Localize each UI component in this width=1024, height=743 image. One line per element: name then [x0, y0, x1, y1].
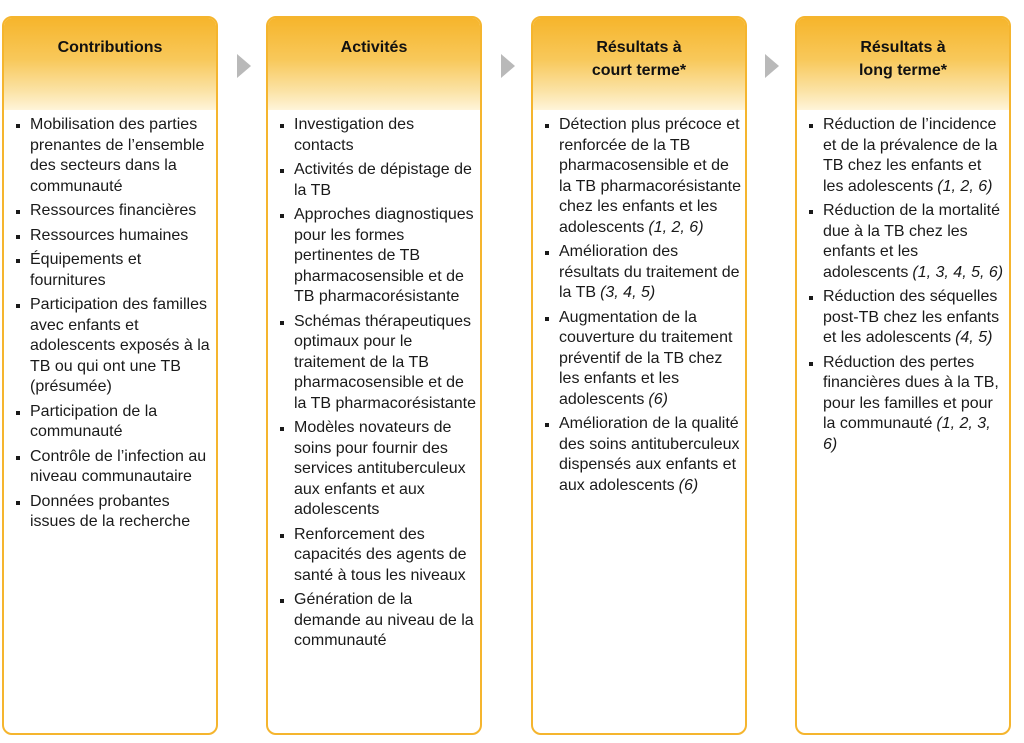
list-item-text: Réduction de l’incidence et de la prévalence de la TB chez les enfants et les adolescents [823, 116, 998, 195]
list-item-text: Participation des familles avec enfants et adolescents exposés à la TB ou qui ont une TB (présumée) [30, 296, 210, 395]
reference-numbers: (1, 3, 4, 5, 6) [912, 263, 1004, 281]
list-item-text: Mobilisation des parties prenantes de l’ensemble des secteurs dans la communauté [30, 116, 205, 195]
column-header: Résultats à court terme* [533, 18, 745, 110]
list-item [799, 115, 1005, 197]
arrow-right-icon [765, 54, 779, 78]
list-item-text: Augmentation de la couverture du traitement préventif de la TB chez les enfants et les adolescents [559, 308, 733, 408]
list-item [270, 312, 476, 415]
list-item [6, 447, 212, 488]
column-resultats-court-terme [531, 16, 747, 735]
item-list [270, 115, 476, 652]
column-activites [266, 16, 482, 735]
list-item [6, 226, 212, 247]
arrow-right-icon [237, 54, 251, 78]
list-item-text: Ressources financières [30, 202, 197, 219]
list-item [535, 242, 741, 304]
list-item-text: Détection plus précoce et renforcée de la TB pharmacosensible et de la TB pharmacorésistante chez les enfants et les adolescents [559, 116, 742, 236]
list-item-text: Activités de dépistage de la TB [294, 161, 472, 199]
column-contributions [2, 16, 218, 735]
list-item [799, 201, 1005, 283]
reference-numbers: (6) [678, 476, 699, 494]
list-item-text: Réduction de la mortalité due à la TB chez les enfants et les adolescents [823, 202, 1000, 281]
list-item-text: Réduction des pertes financières dues à la TB, pour les familles et pour la communauté [823, 353, 999, 432]
column-header: Contributions [4, 18, 216, 110]
list-item-text: Ressources humaines [30, 226, 189, 244]
list-item [799, 287, 1005, 349]
list-item [270, 590, 476, 652]
list-item-text: Réduction des séquelles post-TB chez les enfants et les adolescents [823, 288, 1000, 346]
list-item [6, 295, 212, 398]
item-list [535, 115, 741, 496]
list-item [270, 205, 476, 308]
reference-numbers: (1, 2, 6) [648, 218, 704, 236]
list-item-text: Données probantes issues de la recherche [30, 492, 191, 530]
reference-numbers: (3, 4, 5) [600, 284, 656, 301]
list-item-text: Participation de la communauté [30, 402, 158, 440]
column-header: Résultats à long terme* [797, 18, 1009, 110]
column-resultats-long-terme [795, 16, 1011, 735]
list-item [270, 160, 476, 201]
column-header: Activités [268, 18, 480, 110]
arrow-right-icon [501, 54, 515, 78]
list-item [6, 250, 212, 291]
list-item-text: Investigation des contacts [294, 116, 415, 154]
reference-numbers: (1, 2, 6) [937, 177, 993, 195]
list-item [6, 402, 212, 443]
list-item [6, 492, 212, 533]
list-item [270, 115, 476, 156]
list-item [6, 201, 212, 222]
list-item [799, 353, 1005, 456]
list-item-text: Amélioration des résultats du traitement de la TB [559, 243, 740, 301]
list-item-text: Schémas thérapeutiques optimaux pour le traitement de la TB pharmacosensible et de la TB pharmacorésistante [294, 312, 477, 412]
reference-numbers: (6) [648, 390, 668, 408]
list-item [535, 308, 741, 411]
list-item [6, 115, 212, 197]
reference-numbers: (4, 5) [955, 329, 993, 346]
list-item-text: Amélioration de la qualité des soins antituberculeux dispensés aux enfants et aux adolescents [559, 415, 740, 494]
list-item [535, 115, 741, 238]
list-item [535, 414, 741, 496]
list-item-text: Renforcement des capacités des agents de santé à tous les niveaux [294, 525, 467, 584]
list-item-text: Approches diagnostiques pour les formes pertinentes de TB pharmacosensible et de TB pharmacorésistante [294, 206, 474, 305]
list-item [270, 525, 476, 587]
list-item-text: Génération de la demande au niveau de la communauté [294, 591, 474, 649]
reference-numbers: (1, 2, 3, 6) [823, 415, 991, 453]
list-item-text: Contrôle de l’infection au niveau communautaire [30, 447, 207, 485]
list-item [270, 418, 476, 521]
list-item-text: Modèles novateurs de soins pour fournir des services antituberculeux aux enfants et aux adolescents [294, 419, 466, 518]
list-item-text: Équipements et fournitures [30, 251, 142, 289]
item-list [6, 115, 212, 533]
item-list [799, 115, 1005, 455]
